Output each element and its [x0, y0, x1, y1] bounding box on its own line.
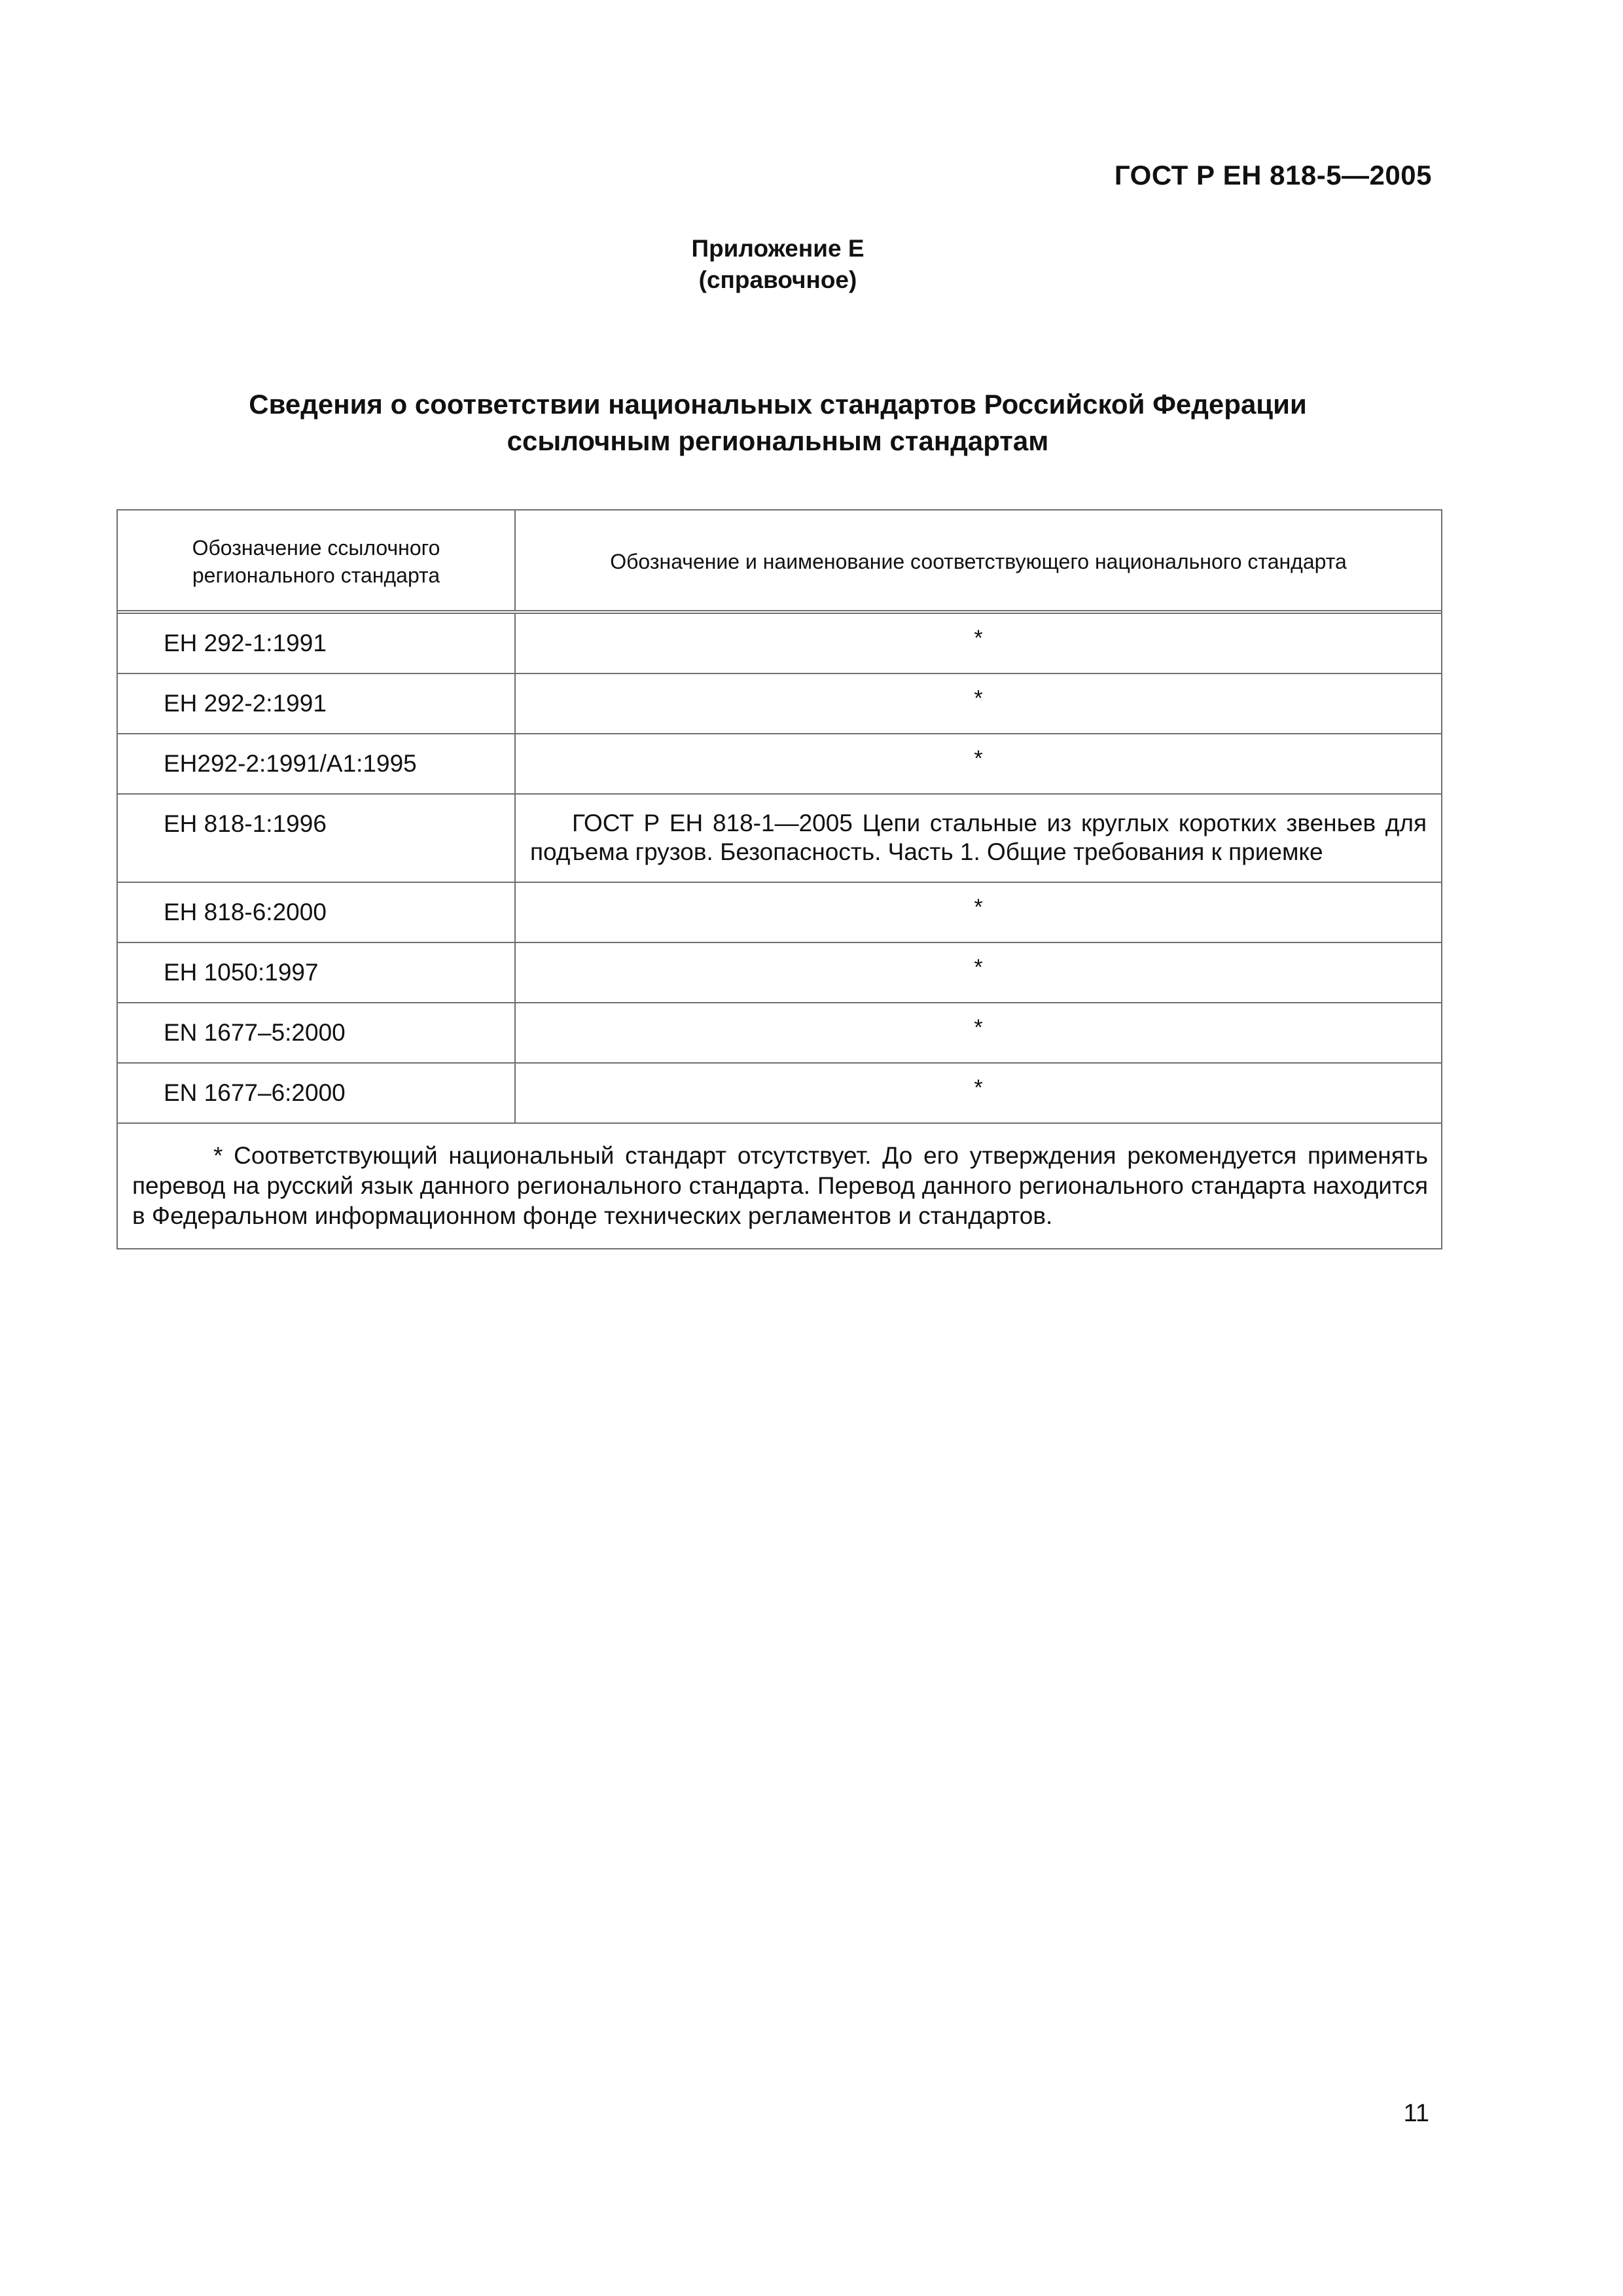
national-standard-cell: * — [974, 955, 983, 980]
table-row — [118, 614, 1441, 674]
appendix-title: Приложение Е — [691, 235, 865, 262]
column-header-reference-standard — [118, 511, 516, 610]
appendix-heading — [0, 233, 1556, 296]
column-header-reference-line-1: Обозначение ссылочного — [192, 536, 440, 560]
table-row — [118, 674, 1441, 734]
document-code: ГОСТ Р ЕН 818-5—2005 — [1114, 160, 1432, 190]
reference-standard-cell: ЕН 818-1:1996 — [118, 795, 516, 882]
reference-standard-cell: ЕН292-2:1991/А1:1995 — [118, 734, 516, 793]
column-header-reference-line-2: регионального стандарта — [192, 564, 440, 587]
table-row — [118, 1003, 1441, 1064]
national-standard-cell: * — [974, 626, 983, 651]
section-title-line-1: Сведения о соответствии национальных стандартов Российской Федерации — [249, 389, 1307, 420]
national-standard-cell: * — [974, 1075, 983, 1100]
reference-standard-cell: ЕН 1050:1997 — [118, 943, 516, 1002]
national-standard-cell: ГОСТ Р ЕН 818-1—2005 Цепи стальные из круглых коротких звеньев для подъема грузов. Безопасность. Часть 1. Общие требования к приемке — [530, 810, 1427, 865]
section-title — [0, 386, 1556, 459]
national-standard-cell: * — [974, 746, 983, 771]
reference-standard-cell: ЕН 818-6:2000 — [118, 883, 516, 942]
standards-correspondence-table — [116, 509, 1442, 1249]
national-standard-cell: * — [974, 1015, 983, 1040]
section-title-line-2: ссылочным региональным стандартам — [507, 425, 1049, 456]
reference-standard-cell: EN 1677–6:2000 — [118, 1064, 516, 1122]
table-row — [118, 943, 1441, 1003]
table-row — [118, 795, 1441, 883]
table-header-row — [118, 511, 1441, 614]
table-footnote: * Соответствующий национальный стандарт отсутствует. До его утверждения рекомендуется применять перевод на русский язык данного регионального стандарта. Перевод данного регионального стандарта находится в Федеральном информационном фонде технических регламентов и стандартов. — [132, 1142, 1428, 1229]
table-row — [118, 734, 1441, 795]
reference-standard-cell: ЕН 292-1:1991 — [118, 614, 516, 673]
reference-standard-cell: EN 1677–5:2000 — [118, 1003, 516, 1062]
table-row — [118, 883, 1441, 943]
national-standard-cell: * — [974, 686, 983, 711]
column-header-national-standard: Обозначение и наименование соответствующего национального стандарта — [610, 550, 1347, 573]
reference-standard-cell: ЕН 292-2:1991 — [118, 674, 516, 733]
appendix-kind: (справочное) — [698, 266, 857, 293]
table-row — [118, 1064, 1441, 1124]
page-number: 11 — [1403, 2100, 1429, 2127]
national-standard-cell: * — [974, 895, 983, 920]
